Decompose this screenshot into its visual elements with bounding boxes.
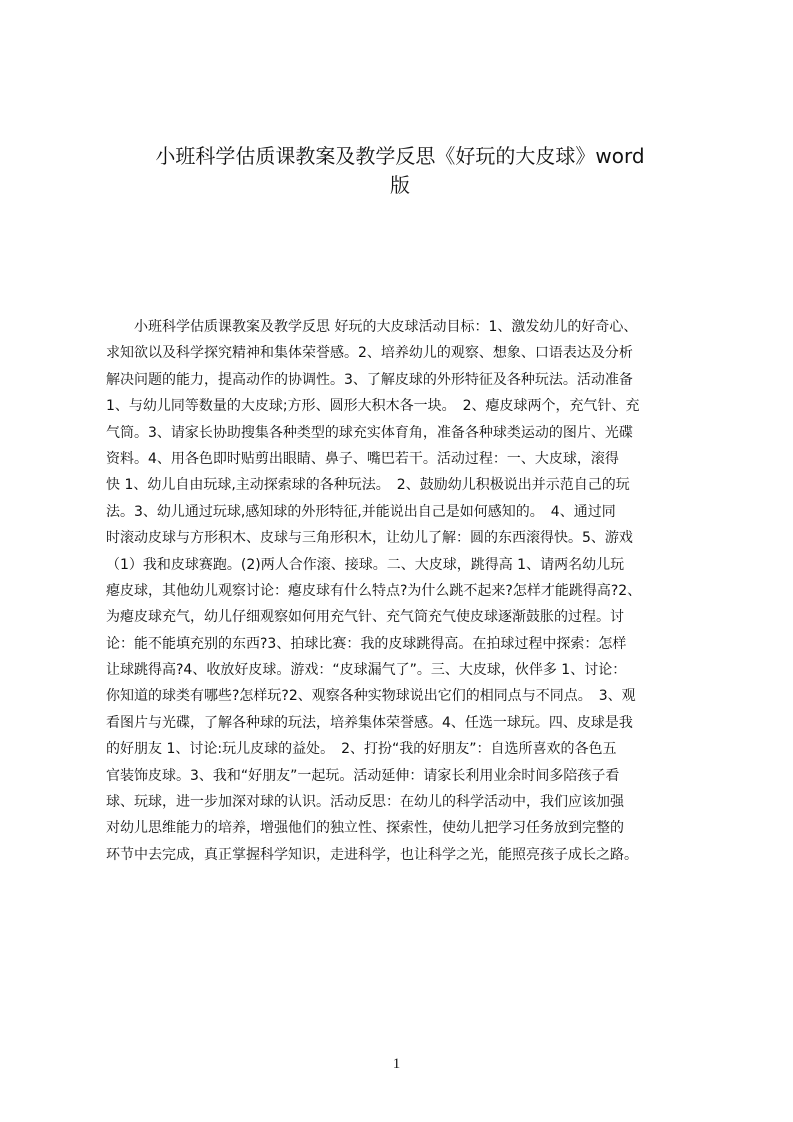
body-line: 让球跳得高?4、收放好皮球。游戏：“皮球漏气了”。三、大皮球，伙伴多 1、讨论： xyxy=(106,662,627,679)
body-text xyxy=(106,314,698,874)
body-line: 瘪皮球，其他幼儿观察讨论：瘪皮球有什么特点?为什么跳不起来?怎样才能跳得高?2、 xyxy=(106,582,642,599)
body-line: 的好朋友 1、讨论:玩儿皮球的益处。 2、打扮“我的好朋友”：自选所喜欢的各色五 xyxy=(106,741,617,758)
body-line: 看图片与光碟，了解各种球的玩法，培养集体荣誉感。4、任选一球玩。四、皮球是我 xyxy=(106,714,633,731)
document-title xyxy=(100,142,700,200)
body-line: （1）我和皮球赛跑。(2)两人合作滚、接球。二、大皮球，跳得高 1、请两名幼儿玩 xyxy=(106,556,625,573)
body-line: 论：能不能填充别的东西?3、拍球比赛：我的皮球跳得高。在拍球过程中探索：怎样 xyxy=(106,635,627,652)
body-line: 气筒。3、请家长协助搜集各种类型的球充实体育角，准备各种球类运动的图片、光碟 xyxy=(106,424,633,441)
body-line: 资料。4、用各色即时贴剪出眼睛、鼻子、嘴巴若干。活动过程：一、大皮球，滚得 xyxy=(106,450,619,467)
body-line: 官装饰皮球。3、我和“好朋友”一起玩。活动延伸：请家长利用业余时间多陪孩子看 xyxy=(106,767,620,784)
body-line: 你知道的球类有哪些?怎样玩?2、观察各种实物球说出它们的相同点与不同点。 3、观 xyxy=(106,688,636,705)
body-line: 法。3、幼儿通过玩球,感知球的外形特征,并能说出自己是如何感知的。 4、通过同 xyxy=(106,503,616,520)
title-line-1: 小班科学估质课教案及教学反思《好玩的大皮球》word xyxy=(155,144,645,168)
body-line: 求知欲以及科学探究精神和集体荣誉感。2、培养幼儿的观察、想象、口语表达及分析 xyxy=(106,345,633,362)
title-line-2: 版 xyxy=(390,173,410,197)
body-line: 时滚动皮球与方形积木、皮球与三角形积木，让幼儿了解：圆的东西滚得快。5、游戏 xyxy=(106,530,633,547)
body-line: 小班科学估质课教案及教学反思 好玩的大皮球活动目标：1、激发幼儿的好奇心、 xyxy=(106,319,638,335)
body-line: 1、与幼儿同等数量的大皮球;方形、圆形大积木各一块。 2、瘪皮球两个，充气针、充 xyxy=(106,398,640,415)
body-line: 为瘪皮球充气，幼儿仔细观察如何用充气针、充气筒充气使皮球逐渐鼓胀的过程。讨 xyxy=(106,609,624,626)
body-line: 对幼儿思维能力的培养，增强他们的独立性、探索性，使幼儿把学习任务放到完整的 xyxy=(106,820,624,837)
page-number: 1 xyxy=(392,1056,401,1072)
body-line: 环节中去完成，真正掌握科学知识，走进科学，也让科学之光，能照亮孩子成长之路。 xyxy=(106,846,638,863)
body-line: 快 1、幼儿自由玩球,主动探索球的各种玩法。 2、鼓励幼儿积极说出并示范自己的玩 xyxy=(106,477,630,494)
body-line: 球、玩球，进一步加深对球的认识。活动反思：在幼儿的科学活动中，我们应该加强 xyxy=(106,794,624,811)
body-line: 解决问题的能力，提高动作的协调性。3、了解皮球的外形特征及各种玩法。活动准备 xyxy=(106,371,633,388)
